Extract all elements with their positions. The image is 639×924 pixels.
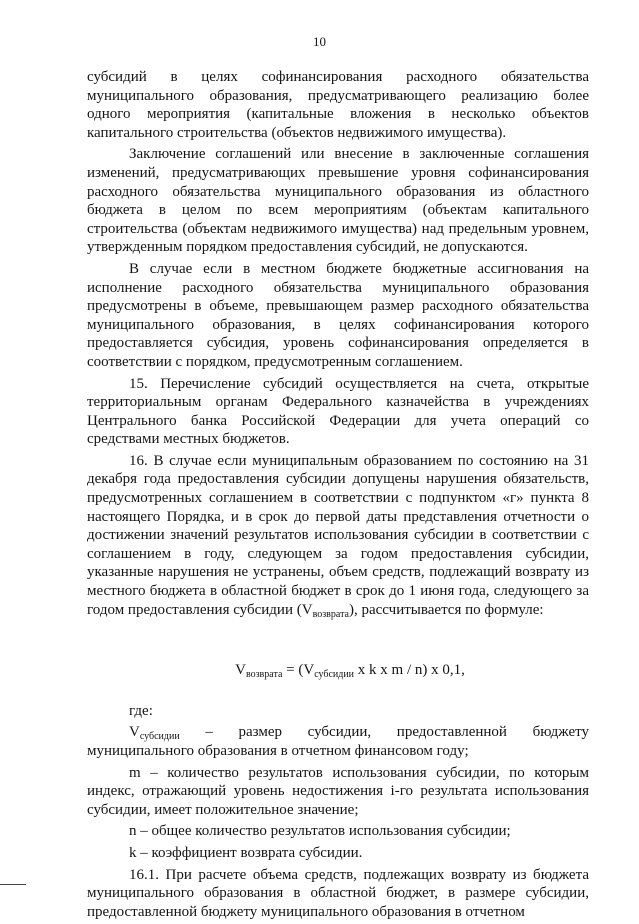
paragraph-16-text-b: ), рассчитывается по формуле: xyxy=(349,601,544,618)
definition-m: m – количество результатов использования субсидии, по которым индекс, отражающий уровень недостижения i-го результата использования субсидии, имеет положительное значение; xyxy=(87,764,589,818)
formula-tail: x k x m / n) x 0,1, xyxy=(354,662,465,679)
page-number: 10 xyxy=(313,34,326,49)
definition-n: n – общее количество результатов использования субсидии; xyxy=(129,823,511,840)
formula-v-return: V xyxy=(235,662,246,679)
paragraph-16-1: 16.1. При расчете объема средств, подлежащих возврату из бюджета муниципального образования в областной бюджет, в размере субсидии, предоставленной бюджету муниципального образования в отчетном xyxy=(87,866,589,920)
paragraph-2: Заключение соглашений или внесение в заключенные соглашения изменений, предусматривающих превышение уровня софинансирования расходного обязательства муниципального образования из областного бюджета в целом по всем мероприятиям (объектам капитального строительства (объектам недвижимого имущества) над предельным уровнем, утвержденным порядком предоставления субсидий, не допускаются. xyxy=(87,146,589,256)
formula xyxy=(111,661,589,680)
definition-v-subsidy xyxy=(87,723,589,760)
paragraph-3: В случае если в местном бюджете бюджетные ассигнования на исполнение расходного обязательства муниципального образования предусмотрены в объеме, превышающем размер расходного обязательства муниципального образования, в целях софинансирования которого предоставляется субсидия, уровень софинансирования определяется в соответствии с порядком, предусмотренным соглашением. xyxy=(87,260,589,370)
definition-v-symbol: V xyxy=(129,724,140,741)
definition-v-text: – размер субсидии, предоставленной бюджету муниципального образования в отчетном финансовом году; xyxy=(87,724,589,759)
definition-k: k – коэффициент возврата субсидии. xyxy=(129,844,363,861)
paragraph-15: 15. Перечисление субсидий осуществляется на счета, открытые территориальным органам Федерального казначейства в учреждениях Центрального банка Российской Федерации для учета операций со средствами местных бюджетов. xyxy=(87,375,589,448)
paragraph-16-subscript: возврата xyxy=(312,608,349,620)
where-label: где: xyxy=(129,702,153,719)
formula-sub-return: возврата xyxy=(245,669,283,681)
paragraph-16 xyxy=(87,452,589,619)
paragraph-1: субсидий в целях софинансирования расходного обязательства муниципального образования, предусматривающего реализацию более одного мероприятия (капитальные вложения в несколько объектов капитального строительства (объектов недвижимого имущества). xyxy=(87,69,589,141)
paragraph-16-text-a: 16. В случае если муниципальным образованием по состоянию на 31 декабря года предоставления субсидии допущены нарушения обязательств, предусмотренных соглашением в соответствии с подпунктом «г» пункта 8 настоящего Порядка, и в срок до первой даты представления отчетности о достижении значений результатов использования субсидии в соответствии с соглашением в году, следующем за годом предоставления субсидии, указанные нарушения не устранены, объем средств, подлежащий возврату из местного бюджета в областной бюджет в срок до 1 июня года, следующего за годом предоставления субсидии (V xyxy=(87,452,589,618)
definition-v-subscript: субсидии xyxy=(139,731,180,743)
scan-edge-mark xyxy=(0,884,26,885)
formula-equals: = (V xyxy=(282,662,315,679)
formula-sub-subsidy: субсидии xyxy=(314,669,355,681)
document-body xyxy=(87,68,589,924)
